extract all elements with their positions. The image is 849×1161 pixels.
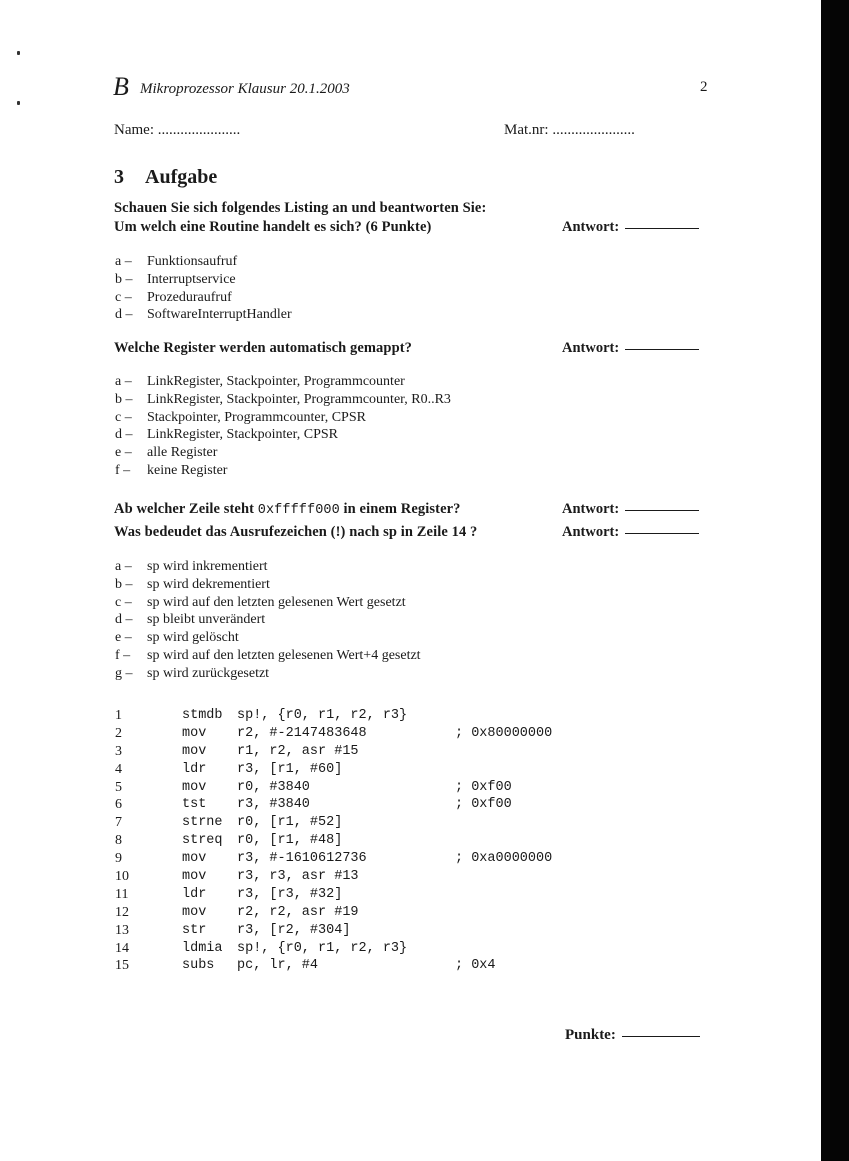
answer-blank[interactable] [625,228,699,229]
scan-speck [17,101,20,105]
section-title [114,166,217,189]
option-text: SoftwareInterruptHandler [147,307,292,323]
operands: r3, [r1, #60] [237,761,343,777]
option-letter: a – [115,374,132,389]
option-text: sp bleibt unverändert [147,612,266,628]
question-1-intro: Schauen Sie sich folgendes Listing an und beantworten Sie: [114,200,487,216]
exam-variant: B [113,72,129,101]
scan-edge-shadow [821,0,849,1161]
section-number: 3 [114,166,124,188]
question-4-options [115,558,421,683]
name-field[interactable]: Name: ...................... [114,122,241,138]
question-2-text: Welche Register werden automatisch gemappt? [114,340,413,356]
option-letter: f – [115,647,131,663]
listing-row [115,940,552,958]
line-number: 12 [115,904,129,920]
option-text: Stackpointer, Programmcounter, CPSR [147,409,366,425]
listing-row [115,957,552,975]
exam-title: Mikroprozessor Klausur 20.1.2003 [140,81,350,97]
question-1-options [115,253,292,324]
opcode: mov [182,851,207,867]
option-letter: a – [115,559,132,574]
line-number: 7 [115,815,122,831]
answer-blank[interactable] [625,510,699,511]
listing-row [115,743,552,761]
option-letter: g – [115,665,133,681]
question-2-answer[interactable] [562,340,699,357]
listing-row [115,707,552,725]
option-text: LinkRegister, Stackpointer, CPSR [147,427,338,443]
option-text: Interruptservice [147,271,236,287]
operands: r1, r2, asr #15 [237,743,359,759]
option-item [115,444,451,462]
answer-label: Antwort: [562,219,620,235]
option-text: sp wird zurückgesetzt [147,665,270,681]
comment: ; 0xf00 [455,779,512,795]
opcode: ldr [182,886,207,902]
comment: ; 0xa0000000 [455,851,553,867]
operands: r3, [r3, #32] [237,886,343,902]
option-item [115,409,451,427]
line-number: 15 [115,958,129,974]
question-1-answer[interactable] [562,219,699,236]
opcode: strne [182,815,223,831]
opcode: subs [182,958,215,974]
opcode: ldr [182,761,207,777]
option-text: LinkRegister, Stackpointer, Programmcounter, R0..R3 [147,391,451,407]
option-letter: c – [115,594,132,610]
opcode: mov [182,743,207,759]
option-letter: c – [115,289,132,305]
option-text: LinkRegister, Stackpointer, Programmcounter [147,374,405,389]
option-letter: b – [115,271,133,287]
answer-label: Antwort: [562,501,620,517]
option-item [115,373,451,391]
answer-label: Antwort: [562,524,620,540]
opcode: tst [182,797,207,813]
operands: r0, [r1, #52] [237,815,343,831]
question-3-code: 0xfffff000 [257,503,340,518]
line-number: 13 [115,922,129,938]
question-3-answer[interactable] [562,501,699,518]
line-number: 4 [115,761,122,777]
option-item [115,576,421,594]
comment: ; 0xf00 [455,797,512,813]
option-text: sp wird gelöscht [147,630,239,646]
opcode: streq [182,833,223,849]
answer-blank[interactable] [625,349,699,350]
question-1-text: Um welch eine Routine handelt es sich? (6 Punkte) [114,219,432,235]
option-item [115,391,451,409]
option-letter: f – [115,462,131,478]
option-letter: d – [115,307,133,323]
operands: r2, #-2147483648 [237,725,367,741]
line-number: 14 [115,940,129,956]
option-text: sp wird auf den letzten gelesenen Wert+4 gesetzt [147,647,421,663]
line-number: 10 [115,869,129,885]
question-3-suffix: in einem Register? [339,501,461,517]
operands: r3, #3840 [237,797,310,813]
option-letter: c – [115,409,132,425]
option-item [115,665,421,683]
scan-speck [17,51,20,55]
operands: sp!, {r0, r1, r2, r3} [237,708,408,723]
line-number: 9 [115,851,122,867]
option-letter: b – [115,391,133,407]
line-number: 5 [115,779,122,795]
option-item [115,306,292,324]
option-item [115,271,292,289]
opcode: mov [182,904,207,920]
option-item [115,611,421,629]
points-blank[interactable] [622,1036,700,1037]
line-number: 1 [115,708,122,723]
option-text: Funktionsaufruf [147,254,238,269]
listing-row [115,922,552,940]
comment: ; 0x80000000 [455,725,553,741]
opcode: mov [182,869,207,885]
listing-row [115,832,552,850]
question-4-answer[interactable] [562,524,699,541]
option-item [115,629,421,647]
listing-row [115,814,552,832]
opcode: ldmia [182,940,223,956]
operands: r0, #3840 [237,779,310,795]
opcode: mov [182,779,207,795]
listing-row [115,779,552,797]
option-letter: d – [115,427,133,443]
listing-row [115,850,552,868]
points-label: Punkte: [565,1027,616,1043]
page-number: 2 [700,79,708,95]
listing-row [115,796,552,814]
assembly-listing [115,707,552,975]
section-label: Aufgabe [145,166,218,188]
option-letter: b – [115,576,133,592]
option-text: alle Register [147,445,218,461]
option-item [115,558,421,576]
option-item [115,253,292,271]
line-number: 3 [115,743,122,759]
option-letter: e – [115,445,132,461]
operands: r3, #-1610612736 [237,851,367,867]
question-3-prefix: Ab welcher Zeile steht [114,501,258,517]
line-number: 2 [115,725,122,741]
option-item [115,426,451,444]
operands: pc, lr, #4 [237,958,319,974]
operands: r3, r3, asr #13 [237,869,359,885]
matnr-field[interactable]: Mat.nr: ...................... [504,122,635,138]
option-text: keine Register [147,462,228,478]
line-number: 8 [115,833,122,849]
option-item [115,462,451,480]
question-4-text: Was bedeudet das Ausrufezeichen (!) nach sp in Zeile 14 ? [114,524,478,540]
operands: r0, [r1, #48] [237,833,343,849]
opcode: str [182,922,207,938]
option-text: sp wird inkrementiert [147,559,268,574]
option-text: Prozeduraufruf [147,289,232,305]
listing-row [115,886,552,904]
operands: r2, r2, asr #19 [237,904,359,920]
option-item [115,594,421,612]
operands: r3, [r2, #304] [237,922,351,938]
option-text: sp wird auf den letzten gelesenen Wert gesetzt [147,594,406,610]
option-item [115,289,292,307]
option-letter: e – [115,630,132,646]
opcode: stmdb [182,708,223,723]
option-letter: d – [115,612,133,628]
listing-row [115,761,552,779]
line-number: 11 [115,886,129,902]
opcode: mov [182,725,207,741]
option-item [115,647,421,665]
operands: sp!, {r0, r1, r2, r3} [237,940,408,956]
answer-label: Antwort: [562,340,620,356]
listing-row [115,725,552,743]
line-number: 6 [115,797,122,813]
option-letter: a – [115,254,132,269]
listing-row [115,868,552,886]
option-text: sp wird dekrementiert [147,576,270,592]
listing-row [115,904,552,922]
question-3-text [114,501,461,518]
question-2-options [115,373,451,480]
answer-blank[interactable] [625,533,699,534]
comment: ; 0x4 [455,958,496,974]
points-field[interactable] [565,1027,700,1044]
